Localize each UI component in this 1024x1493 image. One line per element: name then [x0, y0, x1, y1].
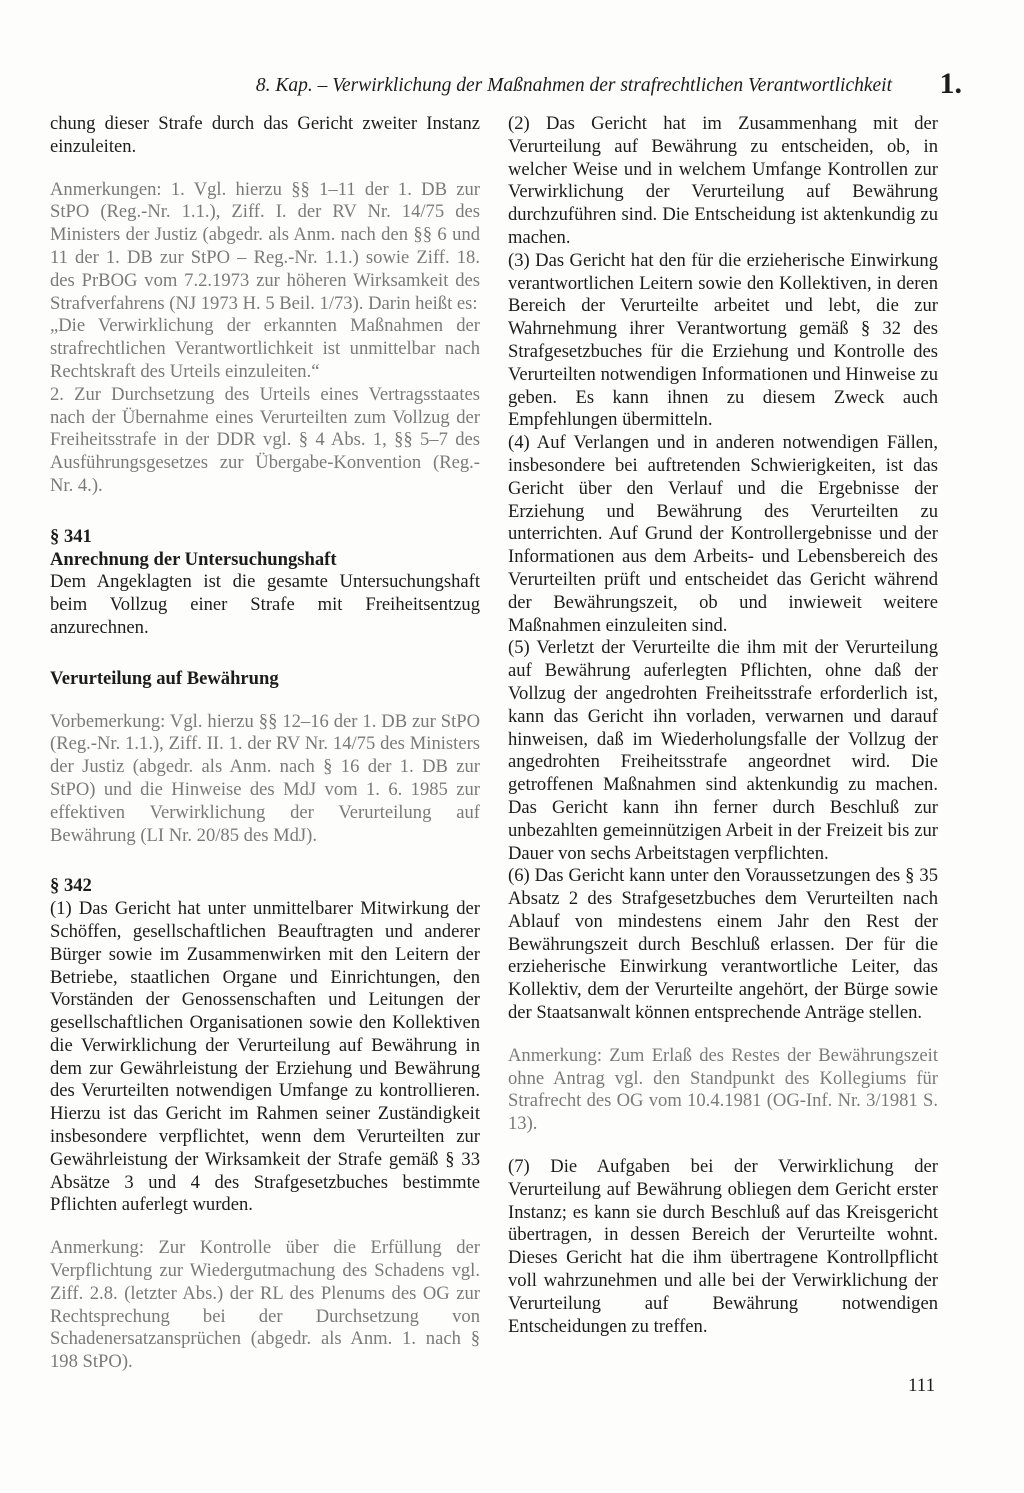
section-342-paragraph-6: (6) Das Gericht kann unter den Voraussetzungen des § 35 Absatz 2 des Strafgesetzbuches dem Verurteilten nach Ablauf von mindestens einem Jahr den Rest der Bewährungszeit durch Beschluß erlassen. Der für die erzieherische Einwirkung verantwortliche Leiter, das Kollektiv, dem der Verurteilte angehört, der Bürge sowie der Staatsanwalt können entsprechende Anträge stellen. — [508, 865, 938, 1024]
chapter-number: 1. — [939, 67, 962, 100]
annotation-paragraph-6: Anmerkung: Zum Erlaß des Restes der Bewährungszeit ohne Antrag vgl. den Standpunkt des Kollegiums für Strafrecht des OG vom 10.4.1981 (OG-Inf. Nr. 3/1981 S. 13). — [508, 1044, 938, 1135]
section-342-number: § 342 — [50, 875, 92, 897]
section-342-paragraph-5: (5) Verletzt der Verurteilte die ihm mit der Verurteilung auf Bewährung auferlegten Pflichten, ohne daß der Vollzug der angedrohten Freiheitsstrafe erforderlich ist, kann das Gericht ihn vorladen, verwarnen und darauf hinweisen, daß im Wiederholungsfalle der Vollzug der angedrohten Freiheitsstrafe angeordnet wird. Die getroffenen Maßnahmen sind aktenkundig zu machen. Das Gericht kann ihn ferner durch Beschluß zur unbezahlten gemeinnützigen Arbeit in der Freizeit bis zur Dauer von sechs Arbeitstagen verpflichten. — [508, 637, 938, 864]
section-342-paragraph-3: (3) Das Gericht hat den für die erzieherische Einwirkung verantwortlichen Leitern sowie den Kollektiven, in deren Bereich der Verurteilte arbeitet und lebt, die zur Wahrnehmung ihrer Verantwortung gemäß § 32 des Strafgesetzbuches für die Erziehung und Kontrolle des Verurteilten notwendigen Informationen und Hinweise zu geben. Es kann ihnen zu diesem Zweck auch Empfehlungen übermitteln. — [508, 249, 938, 431]
section-342-paragraph-2: (2) Das Gericht hat im Zusammenhang mit der Verurteilung auf Bewährung zu entscheiden, ob, in welcher Weise und in welchem Umfange Kontrollen zur Verwirklichung der Verurteilung auf Bewährung durchzuführen sind. Die Entscheidung ist aktenkundig zu machen. — [508, 113, 938, 248]
annotation-2: 2. Zur Durchsetzung des Urteils eines Vertragsstaates nach der Übernahme eines Verurteilten zum Vollzug der Freiheitsstrafe in der DDR vgl. § 4 Abs. 1, §§ 5–7 des Ausführungsgesetzes zur Übergabe-Konvention (Reg.-Nr. 4.). — [50, 383, 480, 496]
running-title: 8. Kap. – Verwirklichung der Maßnahmen der strafrechtlichen Verantwortlichkeit — [255, 75, 892, 96]
section-341-title: Anrechnung der Untersuchungshaft — [50, 548, 337, 570]
heading-verurteilung-auf-bewaehrung: Verurteilung auf Bewährung — [50, 667, 279, 689]
page-number: 111 — [908, 1375, 936, 1396]
annotation-1: Anmerkungen: 1. Vgl. hierzu §§ 1–11 der 1. DB zur StPO (Reg.-Nr. 1.1.), Ziff. I. der RV Nr. 14/75 des Ministers der Justiz (abgedr. als Anm. nach den §§ 6 und 11 der 1. DB zur StPO – Reg.-Nr. 1.1.) sowie Ziff. 18. des PrBOG vom 7.2.1973 zur höheren Wirksamkeit des Strafverfahrens (NJ 1973 H. 5 Beil. 1/73). Darin heißt es: — [50, 178, 480, 314]
annotation-1-quote: „Die Verwirklichung der erkannten Maßnahmen der strafrechtlichen Verantwortlichkeit ist unmittelbar nach Rechtskraft des Urteils einzuleiten.“ — [50, 315, 480, 382]
section-341-text: Dem Angeklagten ist die gesamte Untersuchungshaft beim Vollzug einer Strafe mit Freiheitsentzug anzurechnen. — [50, 571, 480, 638]
right-column — [508, 113, 938, 1338]
section-342-paragraph-1: (1) Das Gericht hat unter unmittelbarer Mitwirkung der Schöffen, gesellschaftlichen Beauftragten und anderer Bürger sowie im Zusammenwirken mit den Leitern der Betriebe, staatlichen Organe und Einrichtungen, den Vorständen der Genossenschaften und Leitungen der gesellschaftlichen Organisationen sowie den Kollektiven die Verwirklichung der Verurteilung auf Bewährung in dem zur Gewährleistung der Erziehung und Bewährung des Verurteilten notwendigen Umfange zu kontrollieren. Hierzu ist das Gericht im Rahmen seiner Zuständigkeit insbesondere verpflichtet, wenn dem Verurteilten zur Gewährleistung der Wirksamkeit der Strafe gemäß § 33 Absätze 3 und 4 des Strafgesetzbuches bestimmte Pflichten auferlegt wurden. — [50, 898, 480, 1216]
annotation-section-342: Anmerkung: Zur Kontrolle über die Erfüllung der Verpflichtung zur Wiedergutmachung des Schadens vgl. Ziff. 2.8. (letzter Abs.) der RL des Plenums des OG zur Rechtsprechung bei der Durchsetzung von Schadenersatzansprüchen (abgedr. als Anm. 1. nach § 198 StPO). — [50, 1237, 480, 1373]
section-342-paragraph-7: (7) Die Aufgaben bei der Verwirklichung der Verurteilung auf Bewährung obliegen dem Gericht erster Instanz; es kann sie durch Beschluß auf das Kreisgericht übertragen, in dessen Bereich der Verurteilte wohnt. Dieses Gericht hat die ihm übertragene Kontrollpflicht voll wahrzunehmen und alle bei der Verwirklichung der Verurteilung auf Bewährung notwendigen Entscheidungen zu treffen. — [508, 1156, 938, 1337]
continuation-paragraph: chung dieser Strafe durch das Gericht zweiter Instanz einzuleiten. — [50, 113, 480, 157]
section-341-number: § 341 — [50, 525, 92, 547]
running-header — [222, 66, 962, 106]
preliminary-remark: Vorbemerkung: Vgl. hierzu §§ 12–16 der 1. DB zur StPO (Reg.-Nr. 1.1.), Ziff. II. 1. der RV Nr. 14/75 des Ministers der Justiz (abgedr. als Anm. nach § 16 der 1. DB zur StPO) und die Hinweise des MdJ vom 1. 6. 1985 zur effektiven Verwirklichung der Verurteilung auf Bewährung (LI Nr. 20/85 des MdJ). — [50, 710, 480, 846]
left-column — [50, 113, 480, 1374]
section-342-paragraph-4: (4) Auf Verlangen und in anderen notwendigen Fällen, insbesondere bei auftretenden Schwierigkeiten, ist das Gericht über den Verlauf und die Ergebnisse der Erziehung und Bewährung des Verurteilten zu unterrichten. Auf Grund der Kontrollergebnisse und der Informationen aus dem Arbeits- und Lebensbereich des Verurteilten prüft und entscheidet das Gericht während der Bewährungszeit, ob und inwieweit weitere Maßnahmen einzuleiten sind. — [508, 432, 938, 636]
